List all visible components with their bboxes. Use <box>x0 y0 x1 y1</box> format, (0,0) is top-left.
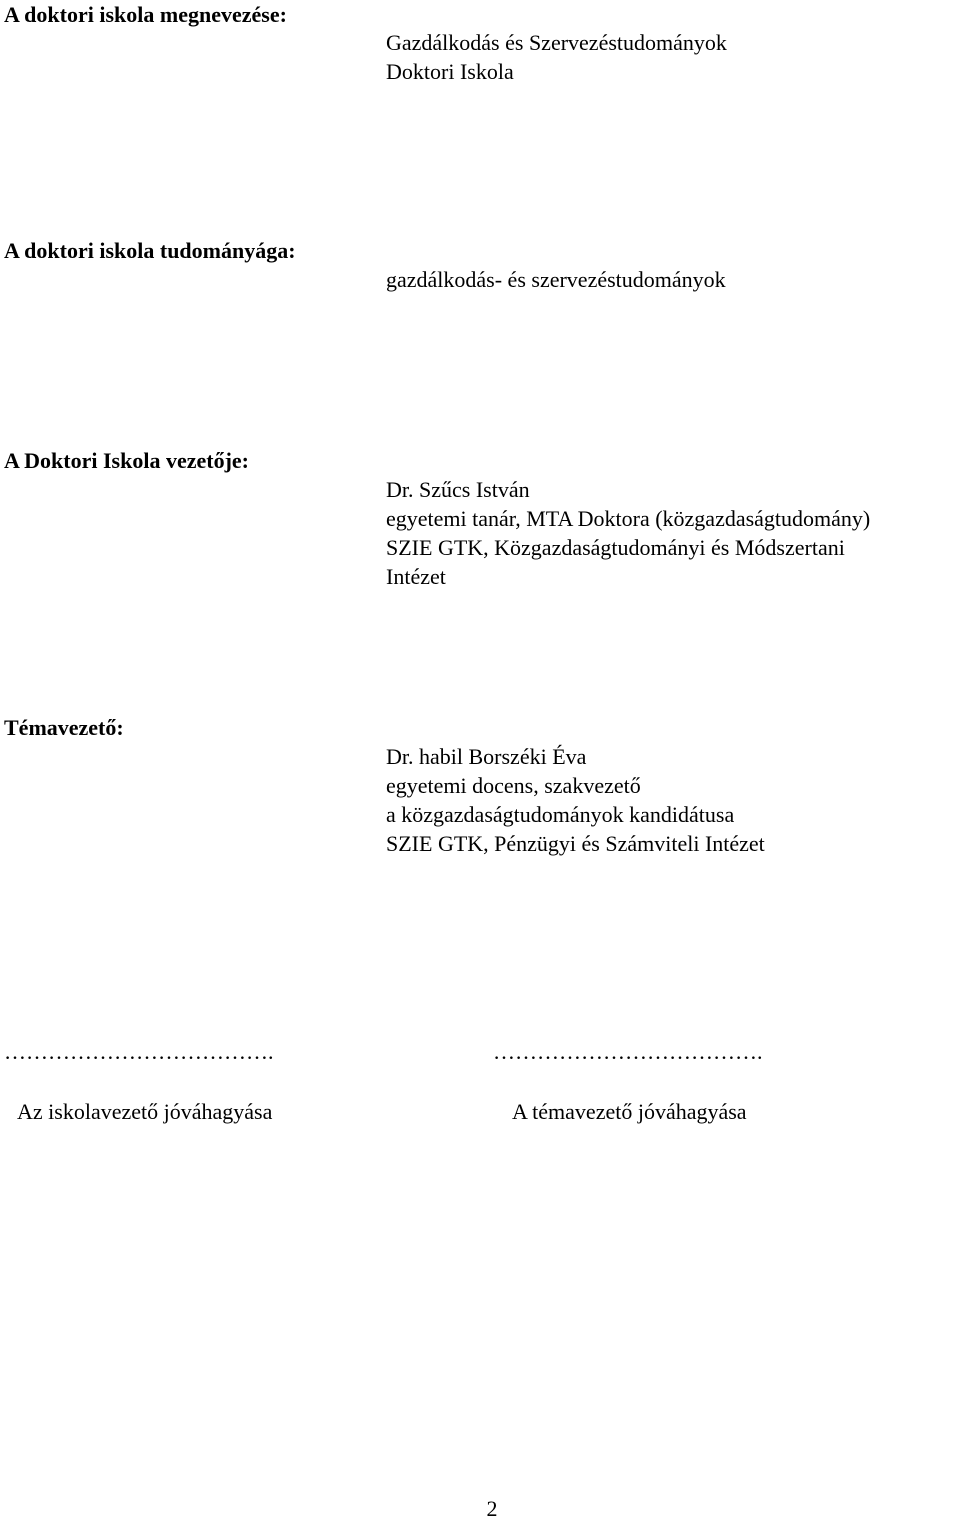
supervisor-line: a közgazdaságtudományok kandidátusa <box>386 802 735 827</box>
discipline-value <box>386 265 726 294</box>
school-head-label: A Doktori Iskola vezetője: <box>4 448 250 473</box>
discipline-line: gazdálkodás- és szervezéstudományok <box>386 267 726 292</box>
school-head-line: Intézet <box>386 564 446 589</box>
supervisor-label: Témavezető: <box>4 715 124 740</box>
supervisor-approval-caption: A témavezető jóváhagyása <box>512 1099 747 1124</box>
school-name-value <box>386 28 727 86</box>
supervisor-line: egyetemi docens, szakvezető <box>386 773 641 798</box>
supervisor-signature-line: ………………………………. <box>493 1039 763 1064</box>
discipline-label: A doktori iskola tudományága: <box>4 238 296 263</box>
supervisor-line: Dr. habil Borszéki Éva <box>386 744 587 769</box>
supervisor-value <box>386 742 765 858</box>
school-head-line: SZIE GTK, Közgazdaságtudományi és Módszertani <box>386 535 845 560</box>
school-head-line: Dr. Szűcs István <box>386 477 530 502</box>
page-number: 2 <box>486 1496 498 1521</box>
school-name-line: Gazdálkodás és Szervezéstudományok <box>386 30 727 55</box>
school-head-value <box>386 475 870 591</box>
supervisor-line: SZIE GTK, Pénzügyi és Számviteli Intézet <box>386 831 765 856</box>
school-name-label: A doktori iskola megnevezése: <box>4 2 287 27</box>
school-head-signature-line: ………………………………. <box>4 1039 274 1064</box>
school-name-line: Doktori Iskola <box>386 59 514 84</box>
school-head-approval-caption: Az iskolavezető jóváhagyása <box>17 1099 273 1124</box>
school-head-line: egyetemi tanár, MTA Doktora (közgazdaságtudomány) <box>386 506 871 531</box>
